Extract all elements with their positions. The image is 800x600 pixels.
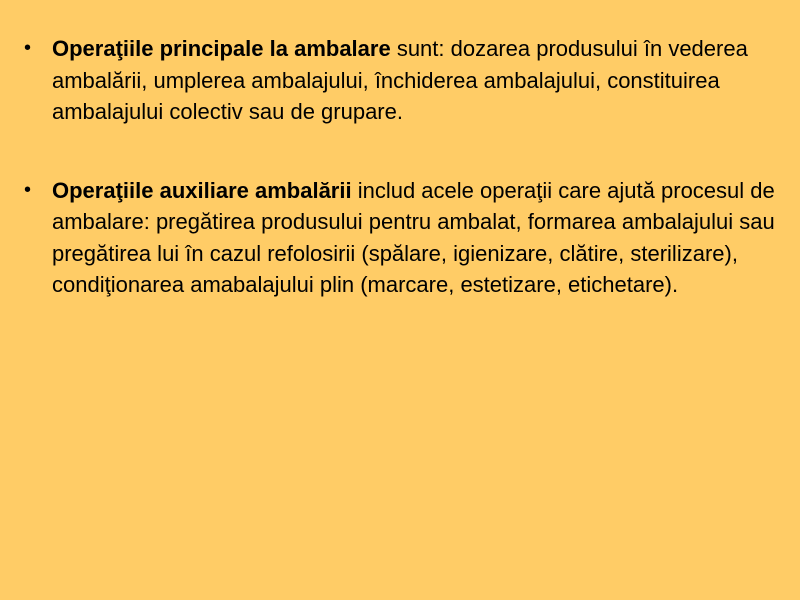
bullet-item-auxiliary-operations bbox=[22, 175, 782, 301]
bullet-text-main-operations: sunt: dozarea produsului în vederea ambalării, umplerea ambalajului, închiderea ambalajului, constituirea ambalajului colectiv sau de grupare. bbox=[52, 36, 748, 124]
bullet-lead-auxiliary-operations: Operaţiile auxiliare ambalării bbox=[52, 177, 352, 203]
bullet-text-auxiliary-operations: includ acele operaţii care ajută procesul de ambalare: pregătirea produsului pentru ambalat, formarea ambalajului sau pregătirea lui în cazul refolosirii (spălare, igienizare, clătire, sterilizare), condiţionarea amabalajului plin (marcare, estetizare, etichetare). bbox=[52, 177, 775, 297]
bullet-item-main-operations bbox=[22, 33, 782, 128]
bullet-icon: • bbox=[24, 178, 32, 201]
bullet-lead-main-operations: Operaţiile principale la ambalare bbox=[52, 36, 391, 61]
bullet-list bbox=[22, 33, 782, 301]
bullet-icon: • bbox=[24, 37, 32, 59]
